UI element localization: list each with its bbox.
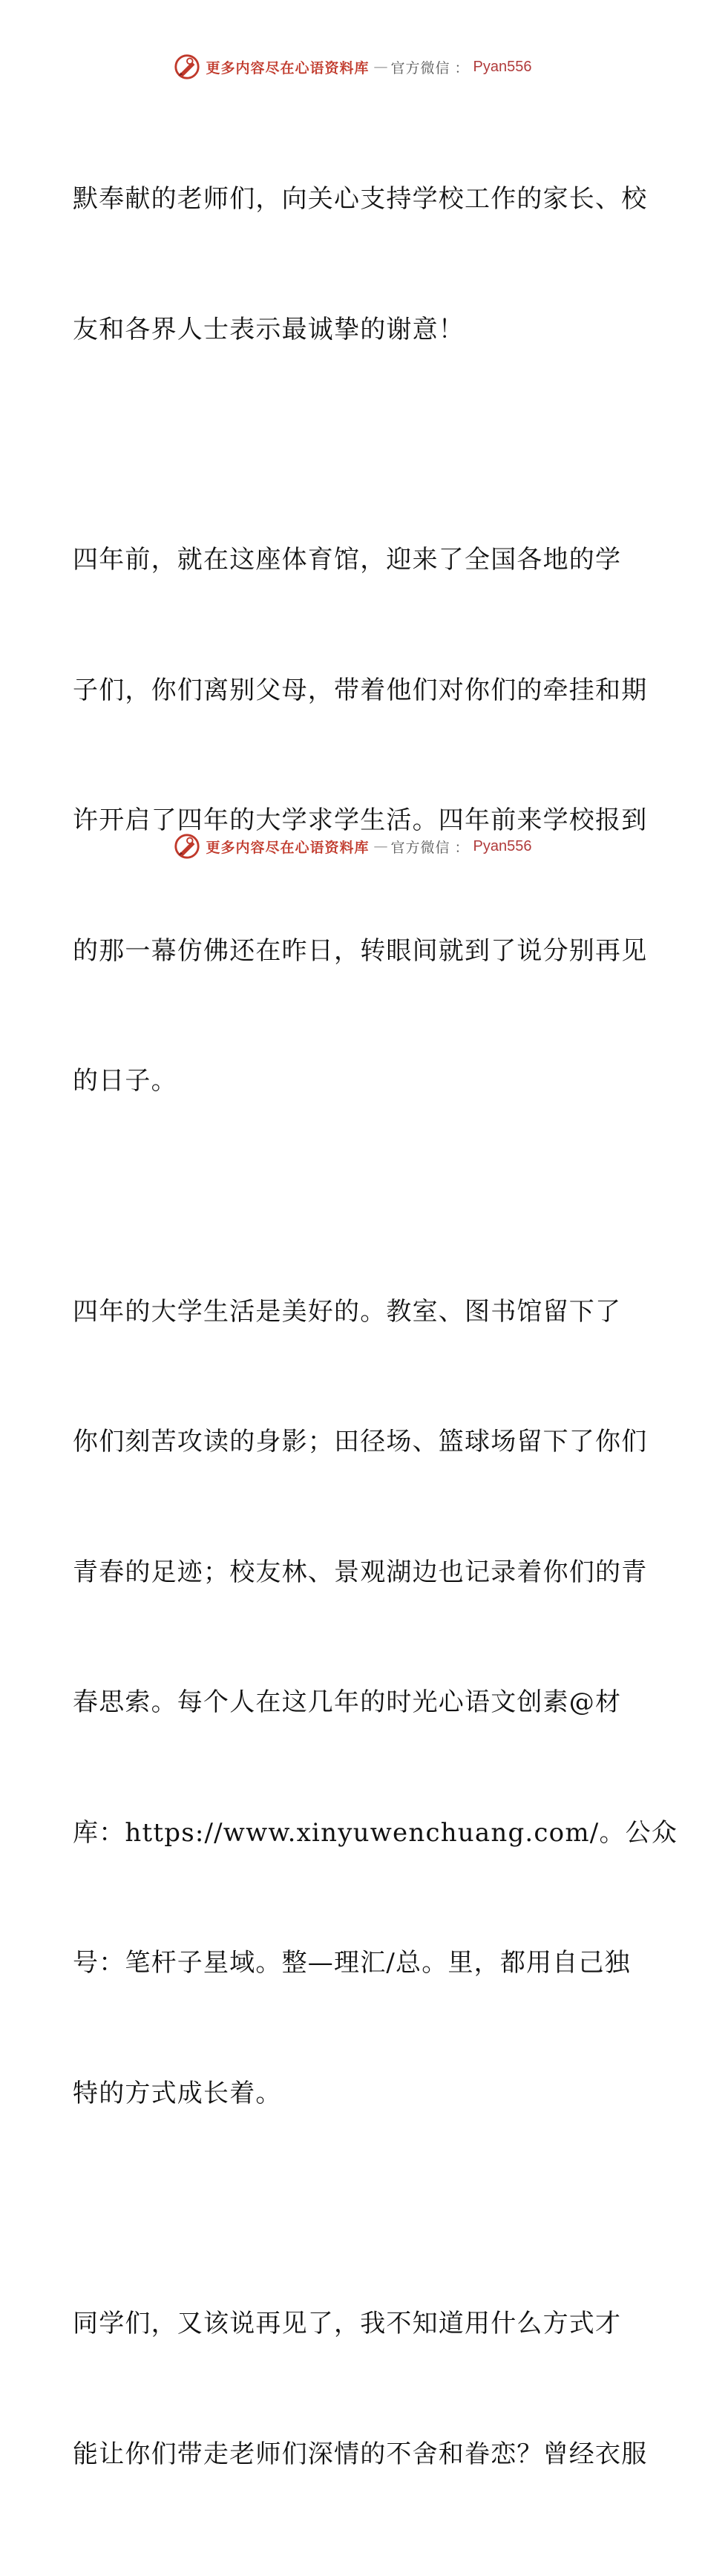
text-line: 默奉献的老师们，向关心支持学校工作的家长、校 [73,184,648,214]
text-line: 特的方式成长着。 [73,2078,282,2108]
text-line: 四年的大学生活是美好的。教室、图书馆留下了 [73,1296,622,1327]
footer-brand-text: 更多内容尽在心语资料库 [206,839,370,856]
text-line: 四年前，就在这座体育馆，迎来了全国各地的学 [73,545,622,575]
text-line: 友和各界人士表示最诚挚的谢意！ [73,314,465,344]
footer-banner [0,830,705,863]
header-brand-text: 更多内容尽在心语资料库 [206,59,370,76]
pen-logo-icon [173,53,201,81]
pen-logo-icon [173,832,201,860]
text-line: 同学们，又该说再见了，我不知道用什么方式才 [73,2309,622,2338]
text-line: 库：https://www.xinyuwenchuang.com/。公众 [73,1817,678,1848]
header-wechat-label: 官方微信 [390,59,450,76]
text-line: 青春的足迹；校友林、景观湖边也记录着你们的青 [73,1557,648,1587]
header-banner [0,50,705,83]
text-line: 的日子。 [73,1066,177,1096]
text-line: 你们刻苦攻读的身影；田径场、篮球场留下了你们 [73,1427,648,1457]
footer-wechat-id: Pyan556 [473,837,532,854]
text-line: 许开启了四年的大学求学生活。四年前来学校报到 [73,805,648,835]
header-colon: ： [454,59,469,76]
paragraph-1 [73,91,648,438]
header-wechat-id: Pyan556 [473,58,532,75]
footer-separator: — [373,838,387,854]
document-body [73,91,678,2576]
footer-wechat-label: 官方微信 [390,839,450,856]
text-line: 的那一幕仿佛还在昨日，转眼间就到了说分别再见 [73,935,648,966]
text-line: 号：笔杆子星域。整—理汇/总。里，都用自己独 [73,1948,631,1978]
header-separator: — [373,59,387,75]
paragraph-4 [73,2215,648,2563]
text-line: 能让你们带走老师们深情的不舍和眷恋？曾经衣服 [73,2439,648,2469]
paragraph-2 [73,451,648,1190]
footer-colon: ： [454,839,469,856]
paragraph-3 [73,1203,678,2203]
text-line: 春思索。每个人在这几年的时光心语文创素@材 [73,1687,622,1717]
text-line: 子们，你们离别父母，带着他们对你们的牵挂和期 [73,675,648,705]
